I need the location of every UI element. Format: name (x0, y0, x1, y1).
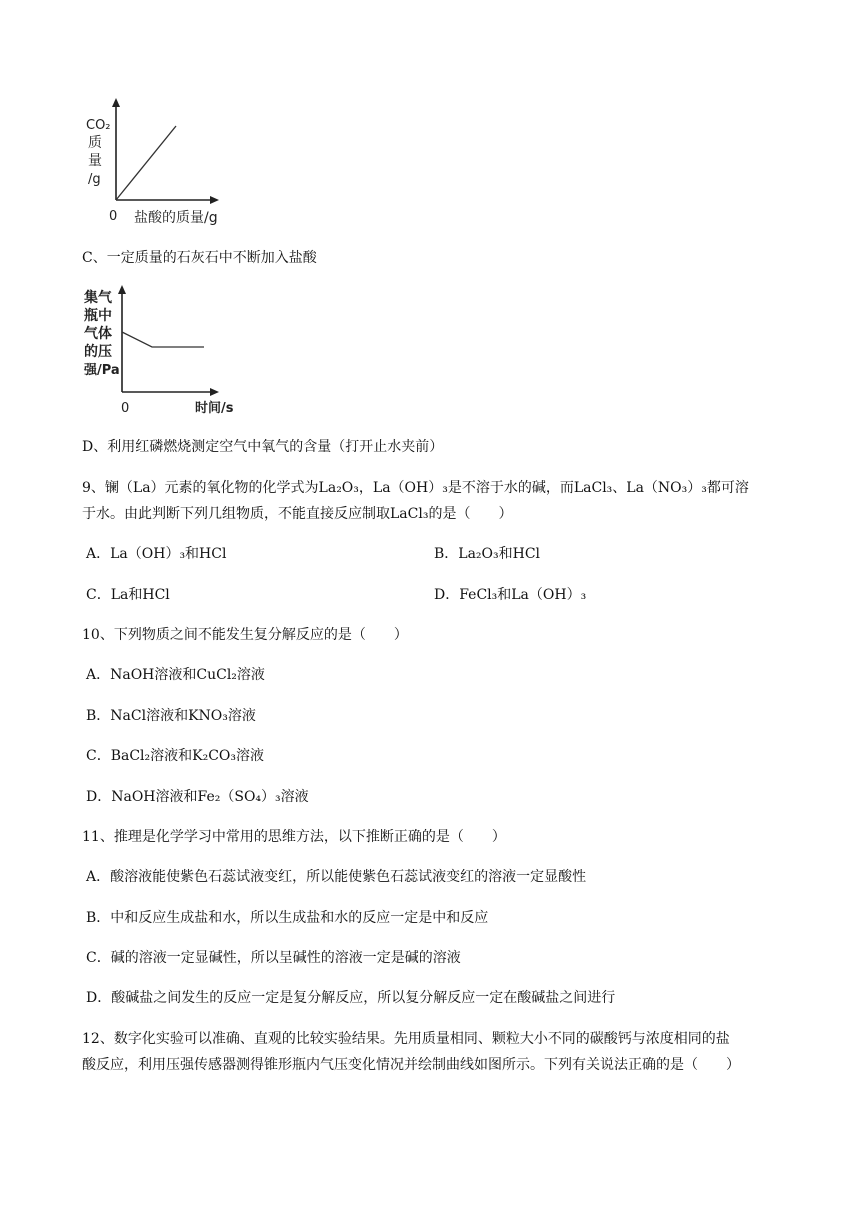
q10-option-c[interactable]: C．BaCl₂溶液和K₂CO₃溶液 (86, 748, 265, 764)
q9-option-c[interactable]: C．La和HCl (86, 587, 170, 603)
q11-option-a[interactable]: A．酸溶液能使紫色石蕊试液变红，所以能使紫色石蕊试液变红的溶液一定显酸性 (86, 869, 587, 885)
q11-option-d[interactable]: D．酸碱盐之间发生的反应一定是复分解反应，所以复分解反应一定在酸碱盐之间进行 (86, 990, 616, 1006)
data-line (116, 126, 176, 200)
y-label-line: 气体 (84, 326, 112, 342)
q9-stem-line2: 于水。由此判断下列几组物质，不能直接反应制取LaCl₃的是（ ） (82, 506, 513, 522)
y-label-line: 瓶中 (84, 308, 112, 324)
x-axis-arrow (210, 196, 219, 204)
q9-option-b[interactable]: B．La₂O₃和HCl (434, 546, 541, 562)
q11-option-b[interactable]: B．中和反应生成盐和水，所以生成盐和水的反应一定是中和反应 (86, 910, 489, 926)
x-axis-arrow (210, 388, 219, 396)
q11-option-c[interactable]: C．碱的溶液一定显碱性，所以呈碱性的溶液一定是碱的溶液 (86, 950, 461, 966)
y-axis-arrow (118, 285, 126, 294)
q11-stem: 11、推理是化学学习中常用的思维方法，以下推断正确的是（ ） (82, 829, 506, 845)
y-label-line: CO₂ (86, 118, 111, 133)
y-axis-arrow (112, 98, 120, 107)
q10-stem: 10、下列物质之间不能发生复分解反应的是（ ） (82, 627, 408, 643)
q10-option-b[interactable]: B．NaCl溶液和KNO₃溶液 (86, 708, 256, 724)
x-axis-label: 时间/s (195, 401, 234, 416)
y-label-line: 质 (88, 135, 102, 151)
q9-option-a[interactable]: A．La（OH）₃和HCl (86, 546, 227, 562)
q9-stem-line1: 9、镧（La）元素的氧化物的化学式为La₂O₃，La（OH）₃是不溶于水的碱，而LaCl₃、La（NO₃）₃都可溶 (82, 480, 749, 496)
pressure-graph (82, 280, 262, 420)
q12-stem-line1: 12、数字化实验可以准确、直观的比较实验结果。先用质量相同、颗粒大小不同的碳酸钙与浓度相同的盐 (82, 1031, 730, 1047)
data-line (122, 332, 204, 347)
option-c-caption: C、一定质量的石灰石中不断加入盐酸 (82, 250, 317, 266)
option-d-caption: D、利用红磷燃烧测定空气中氧气的含量（打开止水夹前） (82, 439, 444, 455)
q10-option-a[interactable]: A．NaOH溶液和CuCl₂溶液 (86, 667, 265, 683)
q10-option-d[interactable]: D．NaOH溶液和Fe₂（SO₄）₃溶液 (86, 789, 309, 805)
origin-label: 0 (109, 209, 118, 224)
y-label-line: 的压 (84, 344, 112, 360)
q12-stem-line2: 酸反应，利用压强传感器测得锥形瓶内气压变化情况并绘制曲线如图所示。下列有关说法正确的是（ ） (82, 1057, 740, 1073)
y-label-line: 集气 (84, 290, 112, 306)
co2-mass-graph (82, 96, 262, 228)
y-label-line: 强/Pa (84, 363, 120, 378)
y-label-line: 量 (88, 153, 102, 169)
y-label-line: /g (88, 172, 101, 187)
origin-label: 0 (121, 401, 130, 416)
x-axis-label: 盐酸的质量/g (134, 210, 218, 226)
q9-option-d[interactable]: D．FeCl₃和La（OH）₃ (434, 587, 587, 603)
